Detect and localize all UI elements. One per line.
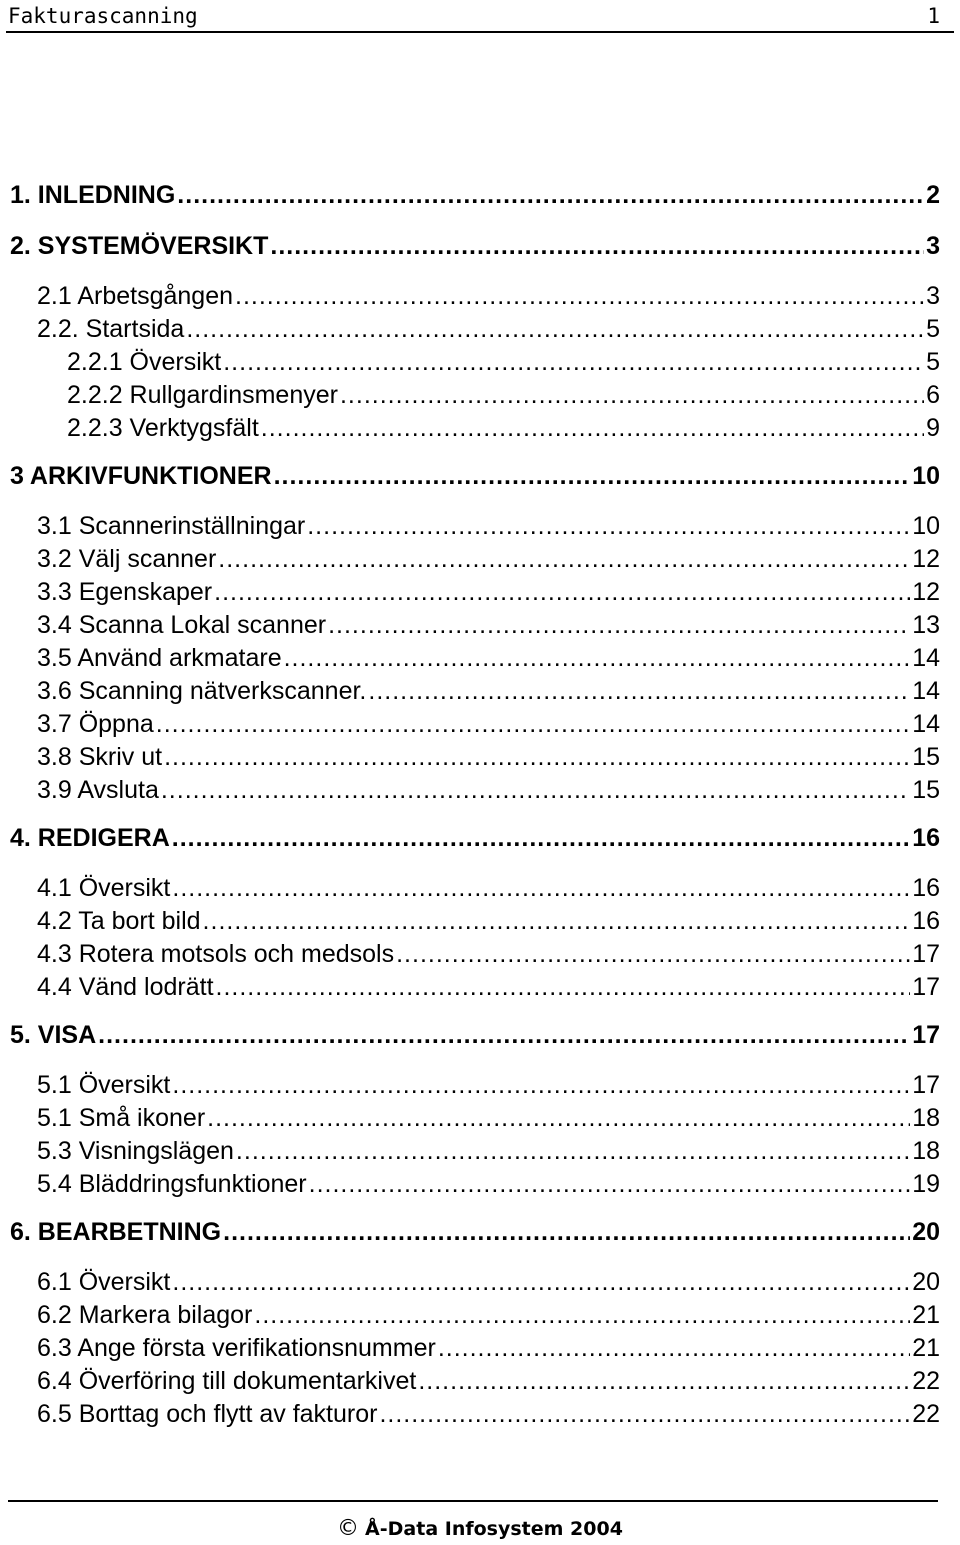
toc-entry-title: 2.2.3 Verktygsfält (67, 414, 259, 442)
toc-entry-title: 3.5 Använd arkmatare (37, 644, 282, 672)
toc-entry-page: 3 (926, 282, 940, 310)
toc-entry-page: 16 (912, 874, 940, 902)
toc-dot-leader (218, 543, 910, 576)
toc-entry-title: 4.1 Översikt (37, 874, 171, 902)
toc-entry[interactable] (10, 971, 940, 1004)
toc-dot-leader (254, 1299, 910, 1332)
toc-entry-title: 6.5 Borttag och flytt av fakturor (37, 1400, 378, 1428)
toc-entry-page: 22 (912, 1400, 940, 1428)
toc-dot-leader (284, 642, 911, 675)
toc-entry-page: 15 (912, 743, 940, 771)
toc-entry[interactable] (10, 1168, 940, 1201)
document-title: Fakturascanning (8, 3, 198, 28)
toc-entry[interactable] (10, 178, 940, 213)
toc-dot-leader (98, 1018, 910, 1053)
toc-entry-page: 15 (912, 776, 940, 804)
toc-entry-page: 18 (912, 1137, 940, 1165)
toc-dot-leader (261, 412, 924, 445)
toc-entry[interactable] (10, 675, 940, 708)
toc-entry[interactable] (10, 1135, 940, 1168)
toc-dot-leader (172, 1266, 910, 1299)
toc-dot-leader (177, 178, 924, 213)
toc-dot-leader (274, 459, 911, 494)
toc-entry-title: 3 ARKIVFUNKTIONER (10, 462, 272, 490)
toc-entry-page: 10 (912, 462, 940, 490)
toc-entry-title: 3.8 Skriv ut (37, 743, 163, 771)
toc-entry-title: 6.3 Ange första verifikationsnummer (37, 1334, 436, 1362)
toc-entry-title: 6.2 Markera bilagor (37, 1301, 253, 1329)
toc-entry[interactable] (10, 1069, 940, 1102)
toc-entry-page: 20 (912, 1268, 940, 1296)
toc-dot-leader (164, 741, 910, 774)
toc-entry-title: 4.2 Ta bort bild (37, 907, 201, 935)
toc-entry-title: 4. REDIGERA (10, 824, 170, 852)
toc-dot-leader (172, 821, 910, 856)
toc-dot-leader (207, 1102, 910, 1135)
toc-dot-leader (203, 905, 911, 938)
toc-entry[interactable] (10, 280, 940, 313)
toc-entry-title: 3.4 Scanna Lokal scanner (37, 611, 327, 639)
page-footer (0, 1516, 960, 1541)
toc-entry-title: 5.4 Bläddringsfunktioner (37, 1170, 307, 1198)
footer-text: Å-Data Infosystem 2004 (365, 1518, 623, 1540)
toc-entry-title: 2. SYSTEMÖVERSIKT (10, 232, 269, 260)
toc-dot-leader (328, 609, 910, 642)
toc-entry-title: 3.2 Välj scanner (37, 545, 217, 573)
toc-entry-page: 22 (912, 1367, 940, 1395)
toc-entry[interactable] (10, 459, 940, 494)
toc-dot-leader (379, 1398, 910, 1431)
toc-entry[interactable] (10, 1018, 940, 1053)
toc-entry-page: 17 (912, 940, 940, 968)
toc-entry-title: 6.1 Översikt (37, 1268, 171, 1296)
toc-entry[interactable] (10, 229, 940, 264)
toc-dot-leader (340, 379, 924, 412)
toc-dot-leader (186, 313, 924, 346)
toc-dot-leader (368, 675, 910, 708)
page-number: 1 (927, 3, 940, 28)
toc-dot-leader (307, 510, 910, 543)
toc-dot-leader (236, 1135, 910, 1168)
toc-entry-title: 3.9 Avsluta (37, 776, 159, 804)
toc-dot-leader (418, 1365, 910, 1398)
toc-entry-page: 19 (912, 1170, 940, 1198)
toc-entry[interactable] (10, 774, 940, 807)
toc-dot-leader (172, 872, 910, 905)
toc-entry-title: 5. VISA (10, 1021, 97, 1049)
toc-dot-leader (438, 1332, 910, 1365)
toc-entry[interactable] (10, 1266, 940, 1299)
toc-dot-leader (223, 346, 924, 379)
toc-entry-page: 16 (912, 824, 940, 852)
toc-entry[interactable] (10, 346, 940, 379)
toc-entry[interactable] (10, 609, 940, 642)
toc-dot-leader (161, 774, 910, 807)
toc-entry-page: 21 (912, 1301, 940, 1329)
toc-entry-title: 5.1 Små ikoner (37, 1104, 206, 1132)
toc-entry[interactable] (10, 642, 940, 675)
toc-entry-page: 14 (912, 644, 940, 672)
toc-entry-page: 14 (912, 677, 940, 705)
toc-dot-leader (156, 708, 910, 741)
toc-dot-leader (223, 1215, 910, 1250)
toc-entry-title: 4.3 Rotera motsols och medsols (37, 940, 395, 968)
toc-entry-page: 6 (926, 381, 940, 409)
toc-entry-page: 18 (912, 1104, 940, 1132)
toc-entry[interactable] (10, 313, 940, 346)
toc-entry-title: 4.4 Vänd lodrätt (37, 973, 214, 1001)
toc-entry[interactable] (10, 1102, 940, 1135)
toc-entry[interactable] (10, 821, 940, 856)
toc-entry-title: 3.7 Öppna (37, 710, 154, 738)
toc-entry-page: 16 (912, 907, 940, 935)
toc-entry[interactable] (10, 379, 940, 412)
toc-entry[interactable] (10, 1299, 940, 1332)
toc-entry-title: 6.4 Överföring till dokumentarkivet (37, 1367, 417, 1395)
copyright-icon: © (337, 1516, 360, 1541)
toc-entry-page: 10 (912, 512, 940, 540)
toc-dot-leader (270, 229, 924, 264)
toc-entry-title: 2.2. Startsida (37, 315, 185, 343)
toc-entry-page: 12 (912, 545, 940, 573)
page-header (6, 0, 954, 33)
toc-dot-leader (309, 1168, 911, 1201)
toc-entry-page: 3 (926, 232, 940, 260)
toc-entry[interactable] (10, 543, 940, 576)
toc-entry[interactable] (10, 1398, 940, 1431)
toc-entry[interactable] (10, 510, 940, 543)
toc-entry-title: 3.1 Scannerinställningar (37, 512, 306, 540)
toc-entry[interactable] (10, 1332, 940, 1365)
toc-dot-leader (172, 1069, 910, 1102)
toc-entry-page: 12 (912, 578, 940, 606)
toc-entry-title: 2.2.1 Översikt (67, 348, 222, 376)
toc-entry-title: 5.1 Översikt (37, 1071, 171, 1099)
toc-entry-page: 14 (912, 710, 940, 738)
toc-dot-leader (396, 938, 910, 971)
toc-entry-title: 2.2.2 Rullgardinsmenyer (67, 381, 338, 409)
toc-entry-page: 5 (926, 315, 940, 343)
toc-dot-leader (214, 576, 910, 609)
toc-entry-title: 2.1 Arbetsgången (37, 282, 233, 310)
toc-entry-page: 17 (912, 1071, 940, 1099)
toc-entry[interactable] (10, 412, 940, 445)
toc-entry-page: 2 (926, 181, 940, 209)
toc-entry-page: 17 (912, 1021, 940, 1049)
toc-entry[interactable] (10, 1365, 940, 1398)
toc-entry-title: 5.3 Visningslägen (37, 1137, 234, 1165)
toc-entry-title: 3.6 Scanning nätverkscanner. (37, 677, 367, 705)
toc-entry-page: 5 (926, 348, 940, 376)
toc-entry-page: 9 (926, 414, 940, 442)
toc-entry[interactable] (10, 1215, 940, 1250)
toc-entry-title: 6. BEARBETNING (10, 1218, 222, 1246)
toc-dot-leader (216, 971, 911, 1004)
toc-entry[interactable] (10, 938, 940, 971)
toc-dot-leader (235, 280, 924, 313)
toc-entry-page: 21 (912, 1334, 940, 1362)
toc-entry[interactable] (10, 576, 940, 609)
toc-entry-title: 3.3 Egenskaper (37, 578, 213, 606)
toc-entry-title: 1. INLEDNING (10, 181, 176, 209)
footer-divider (8, 1500, 938, 1502)
toc-entry[interactable] (10, 708, 940, 741)
table-of-contents (10, 178, 940, 1431)
toc-entry[interactable] (10, 741, 940, 774)
toc-entry[interactable] (10, 872, 940, 905)
toc-entry[interactable] (10, 905, 940, 938)
toc-entry-page: 17 (912, 973, 940, 1001)
toc-entry-page: 13 (912, 611, 940, 639)
toc-entry-page: 20 (912, 1218, 940, 1246)
